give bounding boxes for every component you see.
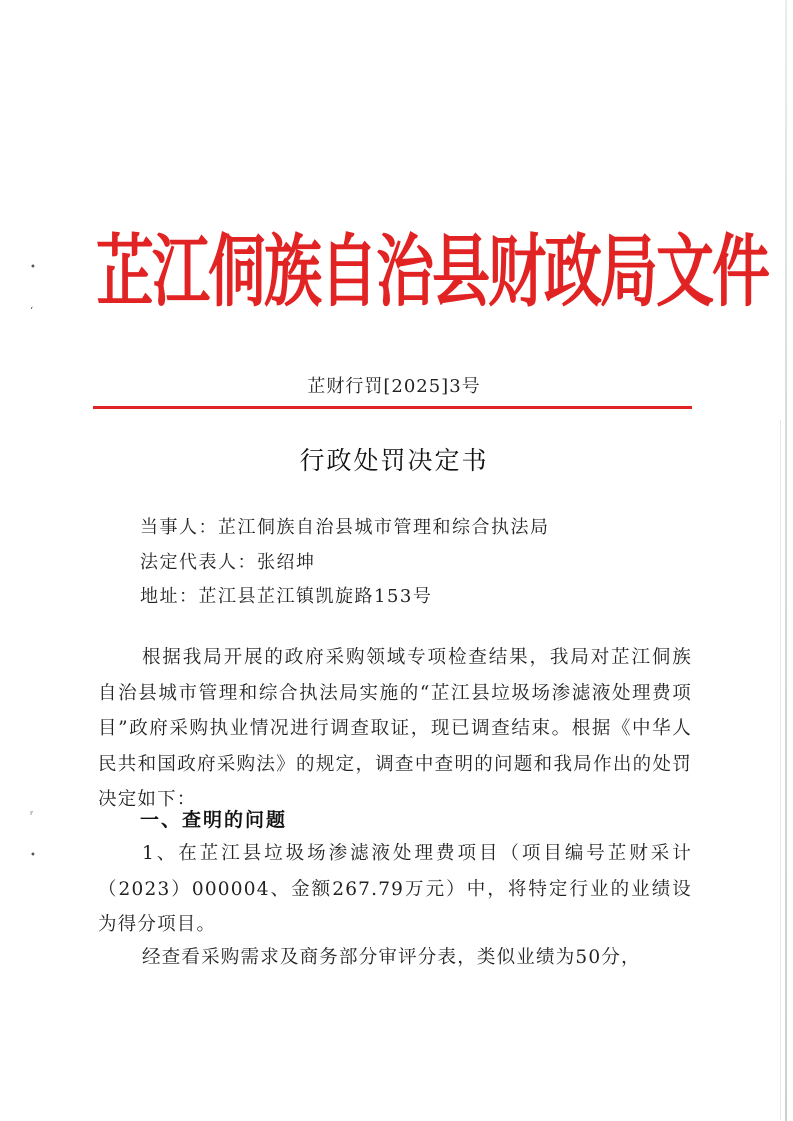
- party-name: 当事人：芷江侗族自治县城市管理和综合执法局: [140, 517, 550, 538]
- document-header: 芷江侗族自治县财政局文件: [96, 225, 769, 318]
- scan-mark: •: [30, 850, 36, 861]
- red-divider: [93, 406, 692, 409]
- scan-edge: [785, 0, 787, 1121]
- party-address: 地址：芷江县芷江镇凯旋路153号: [140, 586, 433, 607]
- section-heading: 一、查明的问题: [140, 809, 288, 831]
- document-number: 芷财行罚[2025]3号: [307, 376, 481, 397]
- document-title: 行政处罚决定书: [299, 446, 489, 475]
- scan-mark: ʳ: [30, 810, 34, 821]
- intro-paragraph: 根据我局开展的政府采购领域专项检查结果，我局对芷江侗族自治县城市管理和综合执法局实施的“芷江县垃圾场渗滤液处理费项目”政府采购执业情况进行调查取证，现已调查结束。根据《中华人民共和国政府采购法》的规定，调查中查明的问题和我局作出的处罚决定如下：: [98, 647, 692, 810]
- scan-mark: ‘: [30, 306, 34, 317]
- finding-detail: 经查看采购需求及商务部分审评分表，类似业绩为50分，: [142, 947, 641, 968]
- legal-representative: 法定代表人：张绍坤: [140, 552, 316, 573]
- scan-mark: •: [30, 262, 36, 273]
- finding-item: 1、在芷江县垃圾场渗滤液处理费项目（项目编号芷财采计（2023）000004、金额267.79万元）中，将特定行业的业绩设为得分项目。: [98, 843, 692, 935]
- scan-edge-line: [780, 420, 781, 1120]
